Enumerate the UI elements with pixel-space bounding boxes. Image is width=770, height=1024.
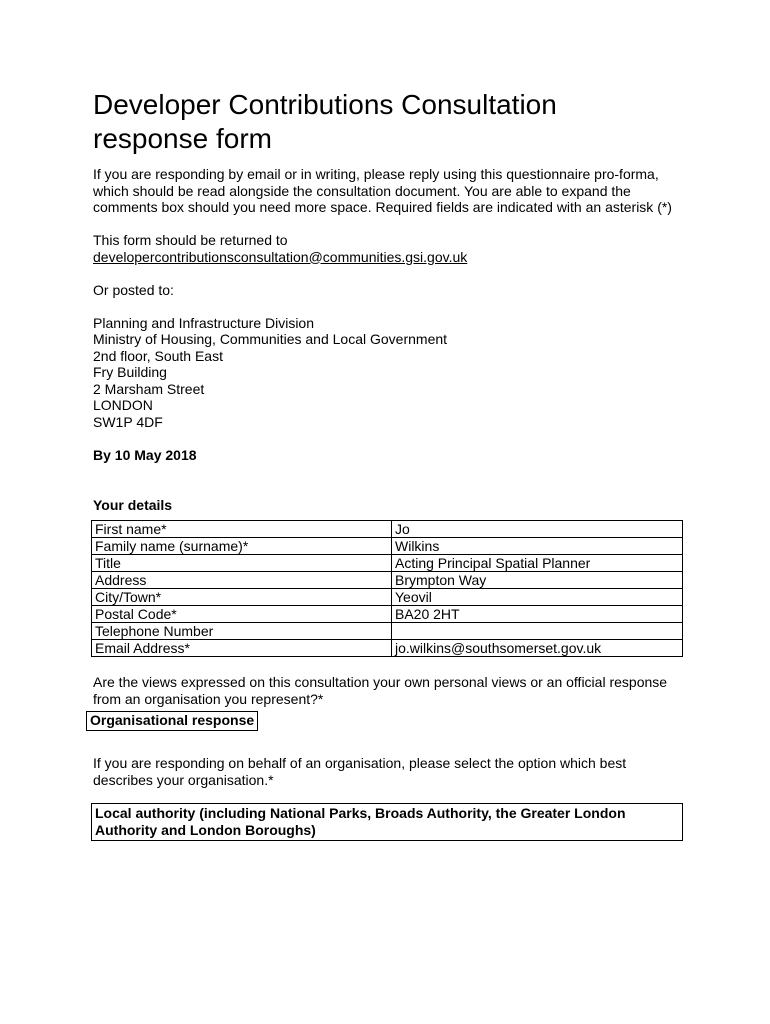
title-line-2: response form — [93, 123, 272, 154]
family-name-label: Family name (surname)* — [92, 538, 392, 555]
first-name-label: First name* — [92, 521, 392, 538]
table-row — [92, 640, 683, 657]
city-field[interactable]: Yeovil — [392, 589, 683, 606]
your-details-heading: Your details — [93, 496, 173, 513]
title-line-1: Developer Contributions Consultation — [93, 89, 557, 120]
views-answer-box[interactable]: Organisational response — [86, 711, 258, 731]
organisation-question: If you are responding on behalf of an organisation, please select the option which best describes your organisation.* — [93, 755, 627, 788]
page-title — [93, 88, 688, 156]
family-name-field[interactable]: Wilkins — [392, 538, 683, 555]
address-line: Fry Building — [93, 364, 167, 380]
email-label: Email Address* — [92, 640, 392, 657]
title-field[interactable]: Acting Principal Spatial Planner — [392, 555, 683, 572]
address-line: Planning and Infrastructure Division — [93, 314, 315, 331]
table-row — [92, 623, 683, 640]
telephone-label: Telephone Number — [92, 623, 392, 640]
table-row — [92, 521, 683, 538]
table-row — [92, 606, 683, 623]
postal-code-field[interactable]: BA20 2HT — [392, 606, 683, 623]
table-row — [92, 538, 683, 555]
address-field[interactable]: Brympton Way — [392, 572, 683, 589]
email-field[interactable]: jo.wilkins@southsomerset.gov.uk — [392, 640, 683, 657]
posted-to-label: Or posted to: — [93, 281, 174, 298]
form-page — [90, 88, 688, 841]
address-line: Ministry of Housing, Communities and Local Government — [93, 331, 448, 347]
return-email-link[interactable]: developercontributionsconsultation@communities.gsi.gov.uk — [93, 248, 468, 265]
postal-code-label: Postal Code* — [92, 606, 392, 623]
details-table — [91, 520, 683, 657]
intro-paragraph: If you are responding by email or in writing, please reply using this questionnaire pro-forma, which should be read alongside the consultation document. You are able to expand the comments box should you need more space. Required fields are indicated with an asterisk (*) — [93, 166, 672, 215]
views-question: Are the views expressed on this consultation your own personal views or an official response from an organisation you represent?* — [93, 674, 668, 707]
address-line: 2 Marsham Street — [93, 380, 205, 397]
title-label: Title — [92, 555, 392, 572]
table-row — [92, 555, 683, 572]
table-row — [92, 589, 683, 606]
deadline: By 10 May 2018 — [93, 446, 197, 463]
organisation-answer-box[interactable]: Local authority (including National Parks, Broads Authority, the Greater London Authority and London Boroughs) — [91, 803, 683, 841]
first-name-field[interactable]: Jo — [392, 521, 683, 538]
address-label: Address — [92, 572, 392, 589]
telephone-field[interactable] — [392, 623, 683, 640]
postal-address — [93, 315, 688, 431]
address-line: SW1P 4DF — [93, 413, 163, 430]
table-row — [92, 572, 683, 589]
return-instruction — [93, 232, 688, 265]
return-text: This form should be returned to — [93, 232, 288, 248]
address-line: LONDON — [93, 397, 153, 413]
address-line: 2nd floor, South East — [93, 347, 223, 364]
city-label: City/Town* — [92, 589, 392, 606]
